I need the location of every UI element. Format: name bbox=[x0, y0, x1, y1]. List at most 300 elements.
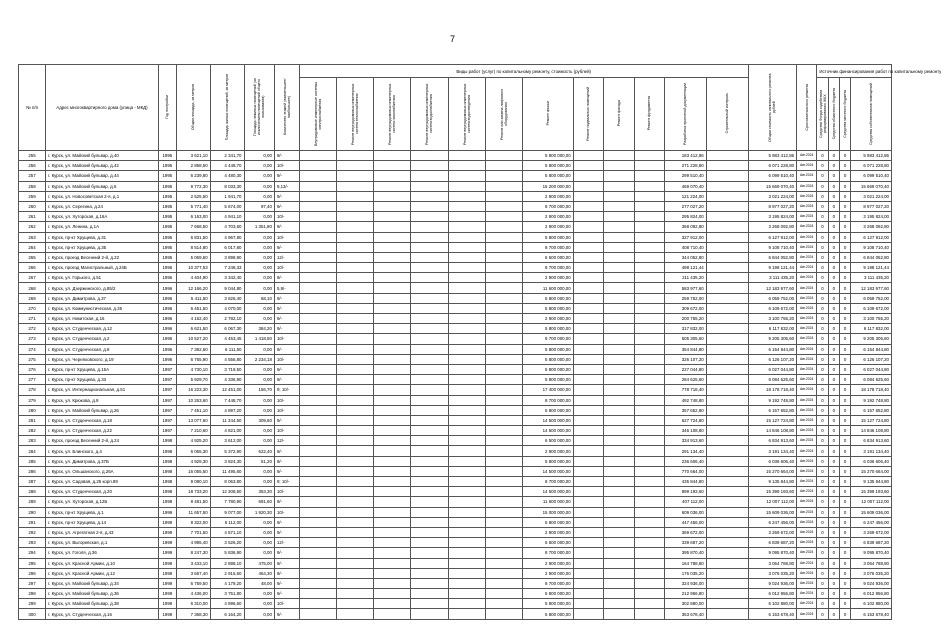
cell-fund-source: 0 bbox=[817, 456, 828, 466]
cell-fund-source: 0 bbox=[817, 385, 828, 395]
cell-total-area: 7 382,60 bbox=[176, 344, 210, 354]
cell-heating bbox=[336, 293, 373, 303]
cell-water bbox=[411, 405, 448, 415]
cell-roof-cost: 15 000 000,00 bbox=[522, 507, 573, 517]
cell-year: 1995 bbox=[158, 171, 176, 181]
cell-living-area: 9 077,00 bbox=[210, 507, 244, 517]
cell-water bbox=[411, 415, 448, 425]
cell-total-cost: 3 100 755,20 bbox=[748, 314, 796, 324]
cell-fund-source: 0 bbox=[817, 405, 828, 415]
cell-address: г. Курск, ул. Студенческая, д.18 bbox=[46, 415, 159, 425]
cell-floors: 5,9/- bbox=[274, 283, 299, 293]
cell-water bbox=[411, 589, 448, 599]
cell-sewer bbox=[448, 548, 485, 558]
cell-basement bbox=[573, 568, 603, 578]
cell-living-area: 1 941,70 bbox=[210, 191, 244, 201]
cell-repair-term: Авг.2024 bbox=[797, 497, 817, 507]
cell-regional-source: 0 bbox=[828, 161, 839, 171]
cell-basement bbox=[573, 212, 603, 222]
cell-water bbox=[411, 222, 448, 232]
cell-nonres-area: 622,40 bbox=[244, 446, 274, 456]
cell-floors: 10/- bbox=[274, 426, 299, 436]
header-gas: Ремонт внутридомовых инженерных систем газоснабжения bbox=[374, 78, 411, 151]
cell-sewer bbox=[448, 293, 485, 303]
cell-fund-source: 0 bbox=[817, 222, 828, 232]
cell-gas bbox=[374, 436, 411, 446]
cell-electric bbox=[299, 497, 336, 507]
cell-owners-source: 6 102 880,00 bbox=[851, 599, 892, 609]
cell-local-source: 0 bbox=[839, 375, 850, 385]
cell-total-cost: 9 135 844,80 bbox=[748, 477, 796, 487]
cell-living-area: 3 342,40 bbox=[210, 273, 244, 283]
cell-basement bbox=[573, 466, 603, 476]
cell-electric bbox=[299, 324, 336, 334]
header-works-group: Виды работ (услуг) по капитальному ремонту, стоимость (рублей) bbox=[299, 65, 748, 78]
cell-basement bbox=[573, 181, 603, 191]
cell-address: г. Курск, ул. Ольшанского, д.26А bbox=[46, 466, 159, 476]
cell-nonres-area: 0,00 bbox=[244, 344, 274, 354]
cell-water bbox=[411, 446, 448, 456]
cell-living-area: 4 967,80 bbox=[210, 232, 244, 242]
cell-heating bbox=[336, 497, 373, 507]
cell-electric bbox=[299, 426, 336, 436]
cell-facade bbox=[604, 477, 634, 487]
cell-nonres-area: 0,00 bbox=[244, 191, 274, 201]
cell-electric bbox=[299, 354, 336, 364]
cell-floors: 9/- bbox=[274, 497, 299, 507]
table-row bbox=[19, 477, 892, 487]
cell-year: 1999 bbox=[158, 568, 176, 578]
cell-roof-cost: 2 900 000,00 bbox=[522, 527, 573, 537]
cell-design-cost: 200 755,20 bbox=[665, 314, 707, 324]
cell-floors: 9/- bbox=[274, 151, 299, 161]
cell-facade bbox=[604, 497, 634, 507]
cell-facade bbox=[604, 181, 634, 191]
cell-regional-source: 0 bbox=[828, 385, 839, 395]
cell-living-area: 12 308,50 bbox=[210, 487, 244, 497]
cell-fund-source: 0 bbox=[817, 273, 828, 283]
cell-gas bbox=[374, 263, 411, 273]
cell-total-cost: 6 247 456,00 bbox=[748, 517, 796, 527]
cell-control bbox=[706, 212, 748, 222]
cell-gas bbox=[374, 161, 411, 171]
cell-electric bbox=[299, 273, 336, 283]
cell-year: 1997 bbox=[158, 385, 176, 395]
cell-local-source: 0 bbox=[839, 538, 850, 548]
cell-water bbox=[411, 385, 448, 395]
cell-foundation bbox=[634, 334, 664, 344]
cell-year: 1998 bbox=[158, 466, 176, 476]
cell-total-area: 6 765,90 bbox=[176, 354, 210, 364]
table-row bbox=[19, 548, 892, 558]
table-row bbox=[19, 527, 892, 537]
cell-water bbox=[411, 324, 448, 334]
cell-total-cost: 6 126 107,20 bbox=[748, 354, 796, 364]
cell-repair-term: Авг.2024 bbox=[797, 171, 817, 181]
cell-elevator bbox=[485, 548, 522, 558]
cell-elevator bbox=[485, 171, 522, 181]
cell-foundation bbox=[634, 517, 664, 527]
cell-owners-source: 6 153 678,40 bbox=[851, 609, 892, 619]
cell-address: г. Курск, ул. Майский бульвар, д.44 bbox=[46, 171, 159, 181]
cell-row-number: 281 bbox=[19, 415, 46, 425]
cell-roof-cost: 5 800 000,00 bbox=[522, 456, 573, 466]
cell-floors: 10/- bbox=[274, 334, 299, 344]
header-design: Разработка проектной документации bbox=[665, 78, 707, 151]
cell-floors: 10/- bbox=[274, 507, 299, 517]
cell-facade bbox=[604, 415, 634, 425]
cell-total-cost: 6 117 832,00 bbox=[748, 324, 796, 334]
cell-address: г. Курск, ул. Гоголя, д.36 bbox=[46, 548, 159, 558]
cell-total-area: 5 929,70 bbox=[176, 375, 210, 385]
cell-row-number: 296 bbox=[19, 568, 46, 578]
cell-nonres-area: 0,00 bbox=[244, 171, 274, 181]
cell-floors: 12/- bbox=[274, 252, 299, 262]
cell-floors: 10/- bbox=[274, 395, 299, 405]
cell-basement bbox=[573, 507, 603, 517]
cell-regional-source: 0 bbox=[828, 354, 839, 364]
cell-total-cost: 6 084 625,60 bbox=[748, 375, 796, 385]
cell-repair-term: Авг.2024 bbox=[797, 395, 817, 405]
cell-total-area: 2 858,50 bbox=[176, 161, 210, 171]
header-fund: Средства Фонда содействия реформированию ЖКХ bbox=[817, 78, 828, 151]
cell-roof-cost: 5 800 000,00 bbox=[522, 344, 573, 354]
cell-gas bbox=[374, 364, 411, 374]
cell-water bbox=[411, 303, 448, 313]
header-basement: Ремонт подвальных помещений bbox=[573, 78, 603, 151]
cell-roof-cost: 5 800 000,00 bbox=[522, 171, 573, 181]
cell-foundation bbox=[634, 293, 664, 303]
cell-floors: 9/- bbox=[274, 344, 299, 354]
cell-nonres-area: 0,00 bbox=[244, 548, 274, 558]
cell-heating bbox=[336, 548, 373, 558]
cell-electric bbox=[299, 375, 336, 385]
cell-owners-source: 6 157 652,80 bbox=[851, 405, 892, 415]
cell-roof-cost: 8 700 000,00 bbox=[522, 334, 573, 344]
cell-facade bbox=[604, 212, 634, 222]
cell-living-area: 3 824,30 bbox=[210, 456, 244, 466]
cell-year: 1997 bbox=[158, 375, 176, 385]
cell-living-area: 4 556,80 bbox=[210, 354, 244, 364]
cell-sewer bbox=[448, 151, 485, 161]
cell-repair-term: Авг.2024 bbox=[797, 293, 817, 303]
cell-basement bbox=[573, 517, 603, 527]
cell-roof-cost: 2 900 000,00 bbox=[522, 212, 573, 222]
header-total-area: Общая площадь, кв.метров bbox=[176, 65, 210, 151]
cell-address: г. Курск, пр-кт Хрущева, д.35 bbox=[46, 242, 159, 252]
cell-control bbox=[706, 548, 748, 558]
cell-regional-source: 0 bbox=[828, 578, 839, 588]
cell-total-cost: 14 846 108,80 bbox=[748, 426, 796, 436]
cell-row-number: 292 bbox=[19, 527, 46, 537]
cell-row-number: 262 bbox=[19, 222, 46, 232]
cell-regional-source: 0 bbox=[828, 497, 839, 507]
cell-row-number: 282 bbox=[19, 426, 46, 436]
cell-heating bbox=[336, 599, 373, 609]
cell-total-area: 16 055,50 bbox=[176, 466, 210, 476]
cell-control bbox=[706, 354, 748, 364]
cell-local-source: 0 bbox=[839, 609, 850, 619]
cell-living-area: 5 836,90 bbox=[210, 548, 244, 558]
cell-owners-source: 6 117 832,00 bbox=[851, 324, 892, 334]
cell-floors: 9/- bbox=[274, 446, 299, 456]
cell-total-cost: 5 983 412,86 bbox=[748, 151, 796, 161]
cell-design-cost: 346 108,80 bbox=[665, 426, 707, 436]
cell-sewer bbox=[448, 578, 485, 588]
cell-regional-source: 0 bbox=[828, 273, 839, 283]
cell-year: 1995 bbox=[158, 161, 176, 171]
cell-control bbox=[706, 507, 748, 517]
cell-living-area: 9 044,80 bbox=[210, 283, 244, 293]
cell-owners-source: 6 154 844,80 bbox=[851, 344, 892, 354]
cell-facade bbox=[604, 201, 634, 211]
cell-sewer bbox=[448, 446, 485, 456]
cell-roof-cost: 15 200 000,00 bbox=[522, 181, 573, 191]
cell-address: г. Курск, ул. Майский бульвар, д.38 bbox=[46, 599, 159, 609]
cell-design-cost: 277 027,20 bbox=[665, 201, 707, 211]
cell-local-source: 0 bbox=[839, 151, 850, 161]
cell-floors: 10/- bbox=[274, 487, 299, 497]
cell-electric bbox=[299, 405, 336, 415]
cell-facade bbox=[604, 324, 634, 334]
cell-heating bbox=[336, 466, 373, 476]
cell-address: г. Курск, ул. Майский бульвар, д.26 bbox=[46, 405, 159, 415]
cell-year: 1997 bbox=[158, 426, 176, 436]
cell-row-number: 277 bbox=[19, 375, 46, 385]
header-roof: Ремонт крыши bbox=[522, 78, 573, 151]
cell-fund-source: 0 bbox=[817, 232, 828, 242]
cell-local-source: 0 bbox=[839, 497, 850, 507]
cell-regional-source: 0 bbox=[828, 507, 839, 517]
cell-nonres-area: 1 418,50 bbox=[244, 334, 274, 344]
cell-foundation bbox=[634, 446, 664, 456]
cell-facade bbox=[604, 395, 634, 405]
cell-basement bbox=[573, 344, 603, 354]
cell-sewer bbox=[448, 222, 485, 232]
cell-floors: 9/- bbox=[274, 578, 299, 588]
cell-regional-source: 0 bbox=[828, 191, 839, 201]
cell-sewer bbox=[448, 385, 485, 395]
cell-floors: 10/- bbox=[274, 232, 299, 242]
cell-fund-source: 0 bbox=[817, 151, 828, 161]
cell-repair-term: Авг.2024 bbox=[797, 385, 817, 395]
cell-basement bbox=[573, 436, 603, 446]
cell-control bbox=[706, 242, 748, 252]
cell-basement bbox=[573, 161, 603, 171]
capital-repair-table bbox=[18, 64, 941, 620]
cell-total-cost: 8 977 027,20 bbox=[748, 201, 796, 211]
cell-elevator bbox=[485, 161, 522, 171]
cell-roof-cost: 8 700 000,00 bbox=[522, 242, 573, 252]
cell-row-number: 293 bbox=[19, 538, 46, 548]
cell-heating bbox=[336, 415, 373, 425]
cell-total-cost: 6 844 052,80 bbox=[748, 252, 796, 262]
cell-roof-cost: 8 700 000,00 bbox=[522, 477, 573, 487]
cell-owners-source: 6 099 510,40 bbox=[851, 171, 892, 181]
cell-foundation bbox=[634, 232, 664, 242]
table-row bbox=[19, 375, 892, 385]
cell-row-number: 270 bbox=[19, 303, 46, 313]
cell-basement bbox=[573, 191, 603, 201]
cell-address: г. Курск, ул. Крюкова, д.9 bbox=[46, 395, 159, 405]
cell-elevator bbox=[485, 415, 522, 425]
cell-year: 1995 bbox=[158, 212, 176, 222]
cell-electric bbox=[299, 303, 336, 313]
cell-owners-source: 9 108 710,40 bbox=[851, 242, 892, 252]
cell-elevator bbox=[485, 517, 522, 527]
cell-floors: 9/- bbox=[274, 324, 299, 334]
cell-total-area: 6 831,50 bbox=[176, 232, 210, 242]
cell-gas bbox=[374, 324, 411, 334]
cell-fund-source: 0 bbox=[817, 415, 828, 425]
cell-repair-term: Авг.2024 bbox=[797, 242, 817, 252]
cell-elevator bbox=[485, 578, 522, 588]
cell-living-area: 3 751,80 bbox=[210, 589, 244, 599]
cell-row-number: 273 bbox=[19, 334, 46, 344]
cell-regional-source: 0 bbox=[828, 527, 839, 537]
cell-nonres-area: 0,00 bbox=[244, 273, 274, 283]
cell-floors: 10/- bbox=[274, 161, 299, 171]
cell-sewer bbox=[448, 599, 485, 609]
cell-fund-source: 0 bbox=[817, 161, 828, 171]
cell-living-area: 2 915,60 bbox=[210, 568, 244, 578]
cell-address: г. Курск, ул. Блинского, д.4 bbox=[46, 446, 159, 456]
cell-owners-source: 9 198 121,44 bbox=[851, 263, 892, 273]
cell-repair-term: Авг.2024 bbox=[797, 599, 817, 609]
cell-elevator bbox=[485, 507, 522, 517]
cell-sewer bbox=[448, 324, 485, 334]
cell-owners-source: 3 064 788,80 bbox=[851, 558, 892, 568]
cell-nonres-area: 0,00 bbox=[244, 212, 274, 222]
cell-gas bbox=[374, 487, 411, 497]
cell-regional-source: 0 bbox=[828, 375, 839, 385]
cell-design-cost: 368 092,80 bbox=[665, 222, 707, 232]
cell-repair-term: Авг.2024 bbox=[797, 405, 817, 415]
cell-roof-cost: 2 900 000,00 bbox=[522, 568, 573, 578]
cell-address: г. Курск, ул. Агрегатная 2-я, д.43 bbox=[46, 527, 159, 537]
table-row bbox=[19, 578, 892, 588]
cell-living-area: 2 782,10 bbox=[210, 314, 244, 324]
cell-fund-source: 0 bbox=[817, 324, 828, 334]
cell-nonres-area: 0,00 bbox=[244, 364, 274, 374]
cell-design-cost: 176 035,20 bbox=[665, 568, 707, 578]
cell-facade bbox=[604, 436, 634, 446]
table-row bbox=[19, 354, 892, 364]
cell-nonres-area: 1 920,30 bbox=[244, 507, 274, 517]
cell-heating bbox=[336, 212, 373, 222]
cell-total-cost: 6 059 752,00 bbox=[748, 293, 796, 303]
cell-electric bbox=[299, 191, 336, 201]
cell-control bbox=[706, 436, 748, 446]
cell-foundation bbox=[634, 191, 664, 201]
cell-local-source: 0 bbox=[839, 252, 850, 262]
cell-fund-source: 0 bbox=[817, 395, 828, 405]
cell-basement bbox=[573, 497, 603, 507]
cell-facade bbox=[604, 242, 634, 252]
cell-total-cost: 3 076 035,20 bbox=[748, 568, 796, 578]
cell-design-cost: 435 844,80 bbox=[665, 477, 707, 487]
cell-owners-source: 6 839 687,20 bbox=[851, 538, 892, 548]
cell-fund-source: 0 bbox=[817, 548, 828, 558]
cell-total-area: 3 621,10 bbox=[176, 151, 210, 161]
cell-electric bbox=[299, 222, 336, 232]
cell-total-cost: 9 198 121,44 bbox=[748, 263, 796, 273]
header-floors: Количество этажей (наименьшее/наибольшее) bbox=[274, 65, 299, 151]
cell-sewer bbox=[448, 609, 485, 619]
cell-nonres-area: 0,00 bbox=[244, 263, 274, 273]
cell-fund-source: 0 bbox=[817, 364, 828, 374]
cell-sewer bbox=[448, 283, 485, 293]
cell-sewer bbox=[448, 161, 485, 171]
cell-row-number: 263 bbox=[19, 232, 46, 242]
cell-total-cost: 6 036 606,40 bbox=[748, 456, 796, 466]
cell-electric bbox=[299, 456, 336, 466]
cell-elevator bbox=[485, 497, 522, 507]
cell-nonres-area: 0,00 bbox=[244, 527, 274, 537]
cell-facade bbox=[604, 466, 634, 476]
cell-row-number: 259 bbox=[19, 191, 46, 201]
cell-fund-source: 0 bbox=[817, 568, 828, 578]
cell-row-number: 298 bbox=[19, 589, 46, 599]
cell-local-source: 0 bbox=[839, 517, 850, 527]
cell-basement bbox=[573, 538, 603, 548]
cell-fund-source: 0 bbox=[817, 293, 828, 303]
cell-repair-term: Авг.2024 bbox=[797, 201, 817, 211]
cell-year: 1995 bbox=[158, 242, 176, 252]
cell-nonres-area: 0,00 bbox=[244, 375, 274, 385]
cell-living-area: 11 495,60 bbox=[210, 466, 244, 476]
cell-elevator bbox=[485, 242, 522, 252]
cell-total-cost: 15 609 036,00 bbox=[748, 507, 796, 517]
cell-heating bbox=[336, 405, 373, 415]
cell-total-area: 6 310,00 bbox=[176, 599, 210, 609]
cell-heating bbox=[336, 181, 373, 191]
cell-water bbox=[411, 161, 448, 171]
cell-electric bbox=[299, 507, 336, 517]
cell-owners-source: 6 059 752,00 bbox=[851, 293, 892, 303]
cell-regional-source: 0 bbox=[828, 466, 839, 476]
cell-elevator bbox=[485, 589, 522, 599]
cell-control bbox=[706, 222, 748, 232]
cell-local-source: 0 bbox=[839, 212, 850, 222]
cell-design-cost: 778 718,40 bbox=[665, 385, 707, 395]
cell-row-number: 268 bbox=[19, 283, 46, 293]
cell-sewer bbox=[448, 497, 485, 507]
cell-gas bbox=[374, 578, 411, 588]
cell-electric bbox=[299, 171, 336, 181]
cell-heating bbox=[336, 609, 373, 619]
table-row bbox=[19, 385, 892, 395]
cell-row-number: 297 bbox=[19, 578, 46, 588]
cell-total-area: 4 730,10 bbox=[176, 364, 210, 374]
cell-water bbox=[411, 507, 448, 517]
cell-living-area: 4 897,20 bbox=[210, 405, 244, 415]
cell-foundation bbox=[634, 344, 664, 354]
cell-basement bbox=[573, 609, 603, 619]
cell-year: 1995 bbox=[158, 222, 176, 232]
cell-water bbox=[411, 232, 448, 242]
cell-facade bbox=[604, 548, 634, 558]
cell-floors: 9/- bbox=[274, 456, 299, 466]
cell-facade bbox=[604, 354, 634, 364]
cell-owners-source: 3 111 435,20 bbox=[851, 273, 892, 283]
cell-fund-source: 0 bbox=[817, 283, 828, 293]
cell-living-area: 3 826,40 bbox=[210, 293, 244, 303]
header-num: № п/п bbox=[19, 65, 46, 151]
cell-year: 1995 bbox=[158, 252, 176, 262]
cell-electric bbox=[299, 568, 336, 578]
cell-fund-source: 0 bbox=[817, 446, 828, 456]
